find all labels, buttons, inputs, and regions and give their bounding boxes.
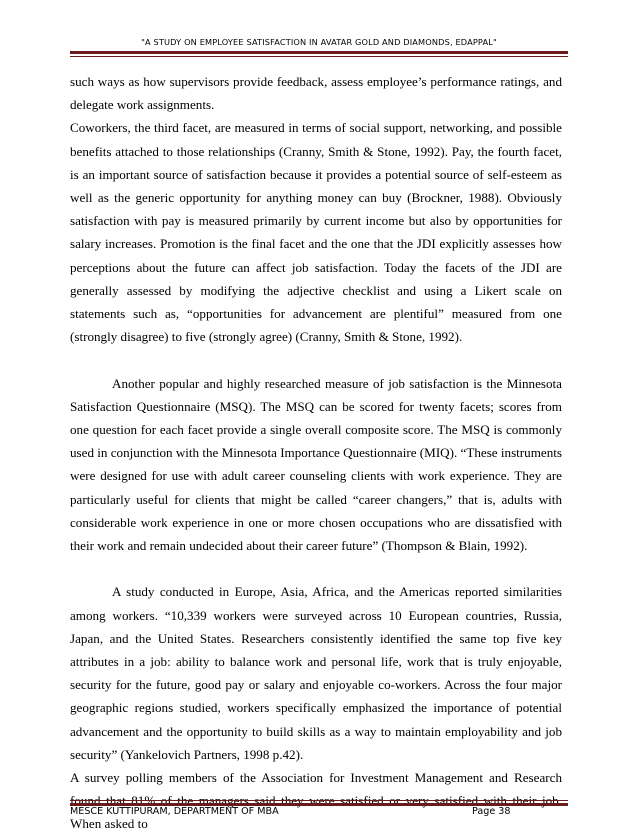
- running-header: "A STUDY ON EMPLOYEE SATISFACTION IN AVATAR GOLD AND DIAMONDS, EDAPPAL": [141, 37, 497, 47]
- paragraph-continuation: such ways as how supervisors provide feedback, assess employee’s performance ratings, and delegate work assignments.: [70, 74, 562, 113]
- paragraph-coworkers-facet: Coworkers, the third facet, are measured in terms of social support, networking, and possible benefits attached to those relationships (Cranny, Smith & Stone, 1992). Pay, the fourth facet, is an important source of satisfaction because it provides a potential source of self-esteem as well as the generic opportunity for anything money can buy (Brockner, 1988). Obviously satisfaction with pay is measured primarily by current income but also by opportunities for salary increases. Promotion is the final facet and the one that the JDI explicitly assesses how perceptions about the future can affect job satisfaction. Today the facets of the JDI are generally assessed by modifying the adjective checklist and using a Likert scale on statements such as, “opportunities for advancement are plentiful” measured from one (strongly disagree) to five (strongly agree) (Cranny, Smith & Stone, 1992).: [70, 120, 562, 345]
- paragraph-survey-aimr: A survey polling members of the Association for Investment Management and Research found that 81% of the managers said they were satisfied or very satisfied with their job. When asked to: [70, 770, 562, 832]
- header-rule: [70, 51, 568, 57]
- footer-department: MESCE KUTTIPURAM, DEPARTMENT OF MBA: [70, 806, 279, 817]
- body-text: [70, 70, 562, 836]
- paragraph-msq: Another popular and highly researched measure of job satisfaction is the Minnesota Satisfaction Questionnaire (MSQ). The MSQ can be scored for twenty facets; scores from one question for each facet provide a single overall composite score. The MSQ is commonly used in conjunction with the Minnesota Importance Questionnaire (MIQ). “These instruments were designed for use with adult career counseling clients with work experience. They are particularly useful for clients that might be called “career changers,” that is, adults with considerable work experience in one or more chosen occupations who are dissatisfied with their work and remain undecided about their career future” (Thompson & Blain, 1992).: [70, 375, 562, 554]
- page-number: Page 38: [472, 806, 511, 817]
- paragraph-study-europe: A study conducted in Europe, Asia, Africa, and the Americas reported similarities among workers. “10,339 workers were surveyed across 10 European countries, Russia, Japan, and the United States. Researchers consistently identified the same top five key attributes in a job: ability to balance work and personal life, work that is truly enjoyable, security for the future, good pay or salary and enjoyable co-workers. Across the four major geographic regions studied, workers specifically emphasized the importance of potential advancement and the opportunity to build skills as a way to maintain employability and job security” (Yankelovich Partners, 1998 p.42).: [70, 584, 562, 762]
